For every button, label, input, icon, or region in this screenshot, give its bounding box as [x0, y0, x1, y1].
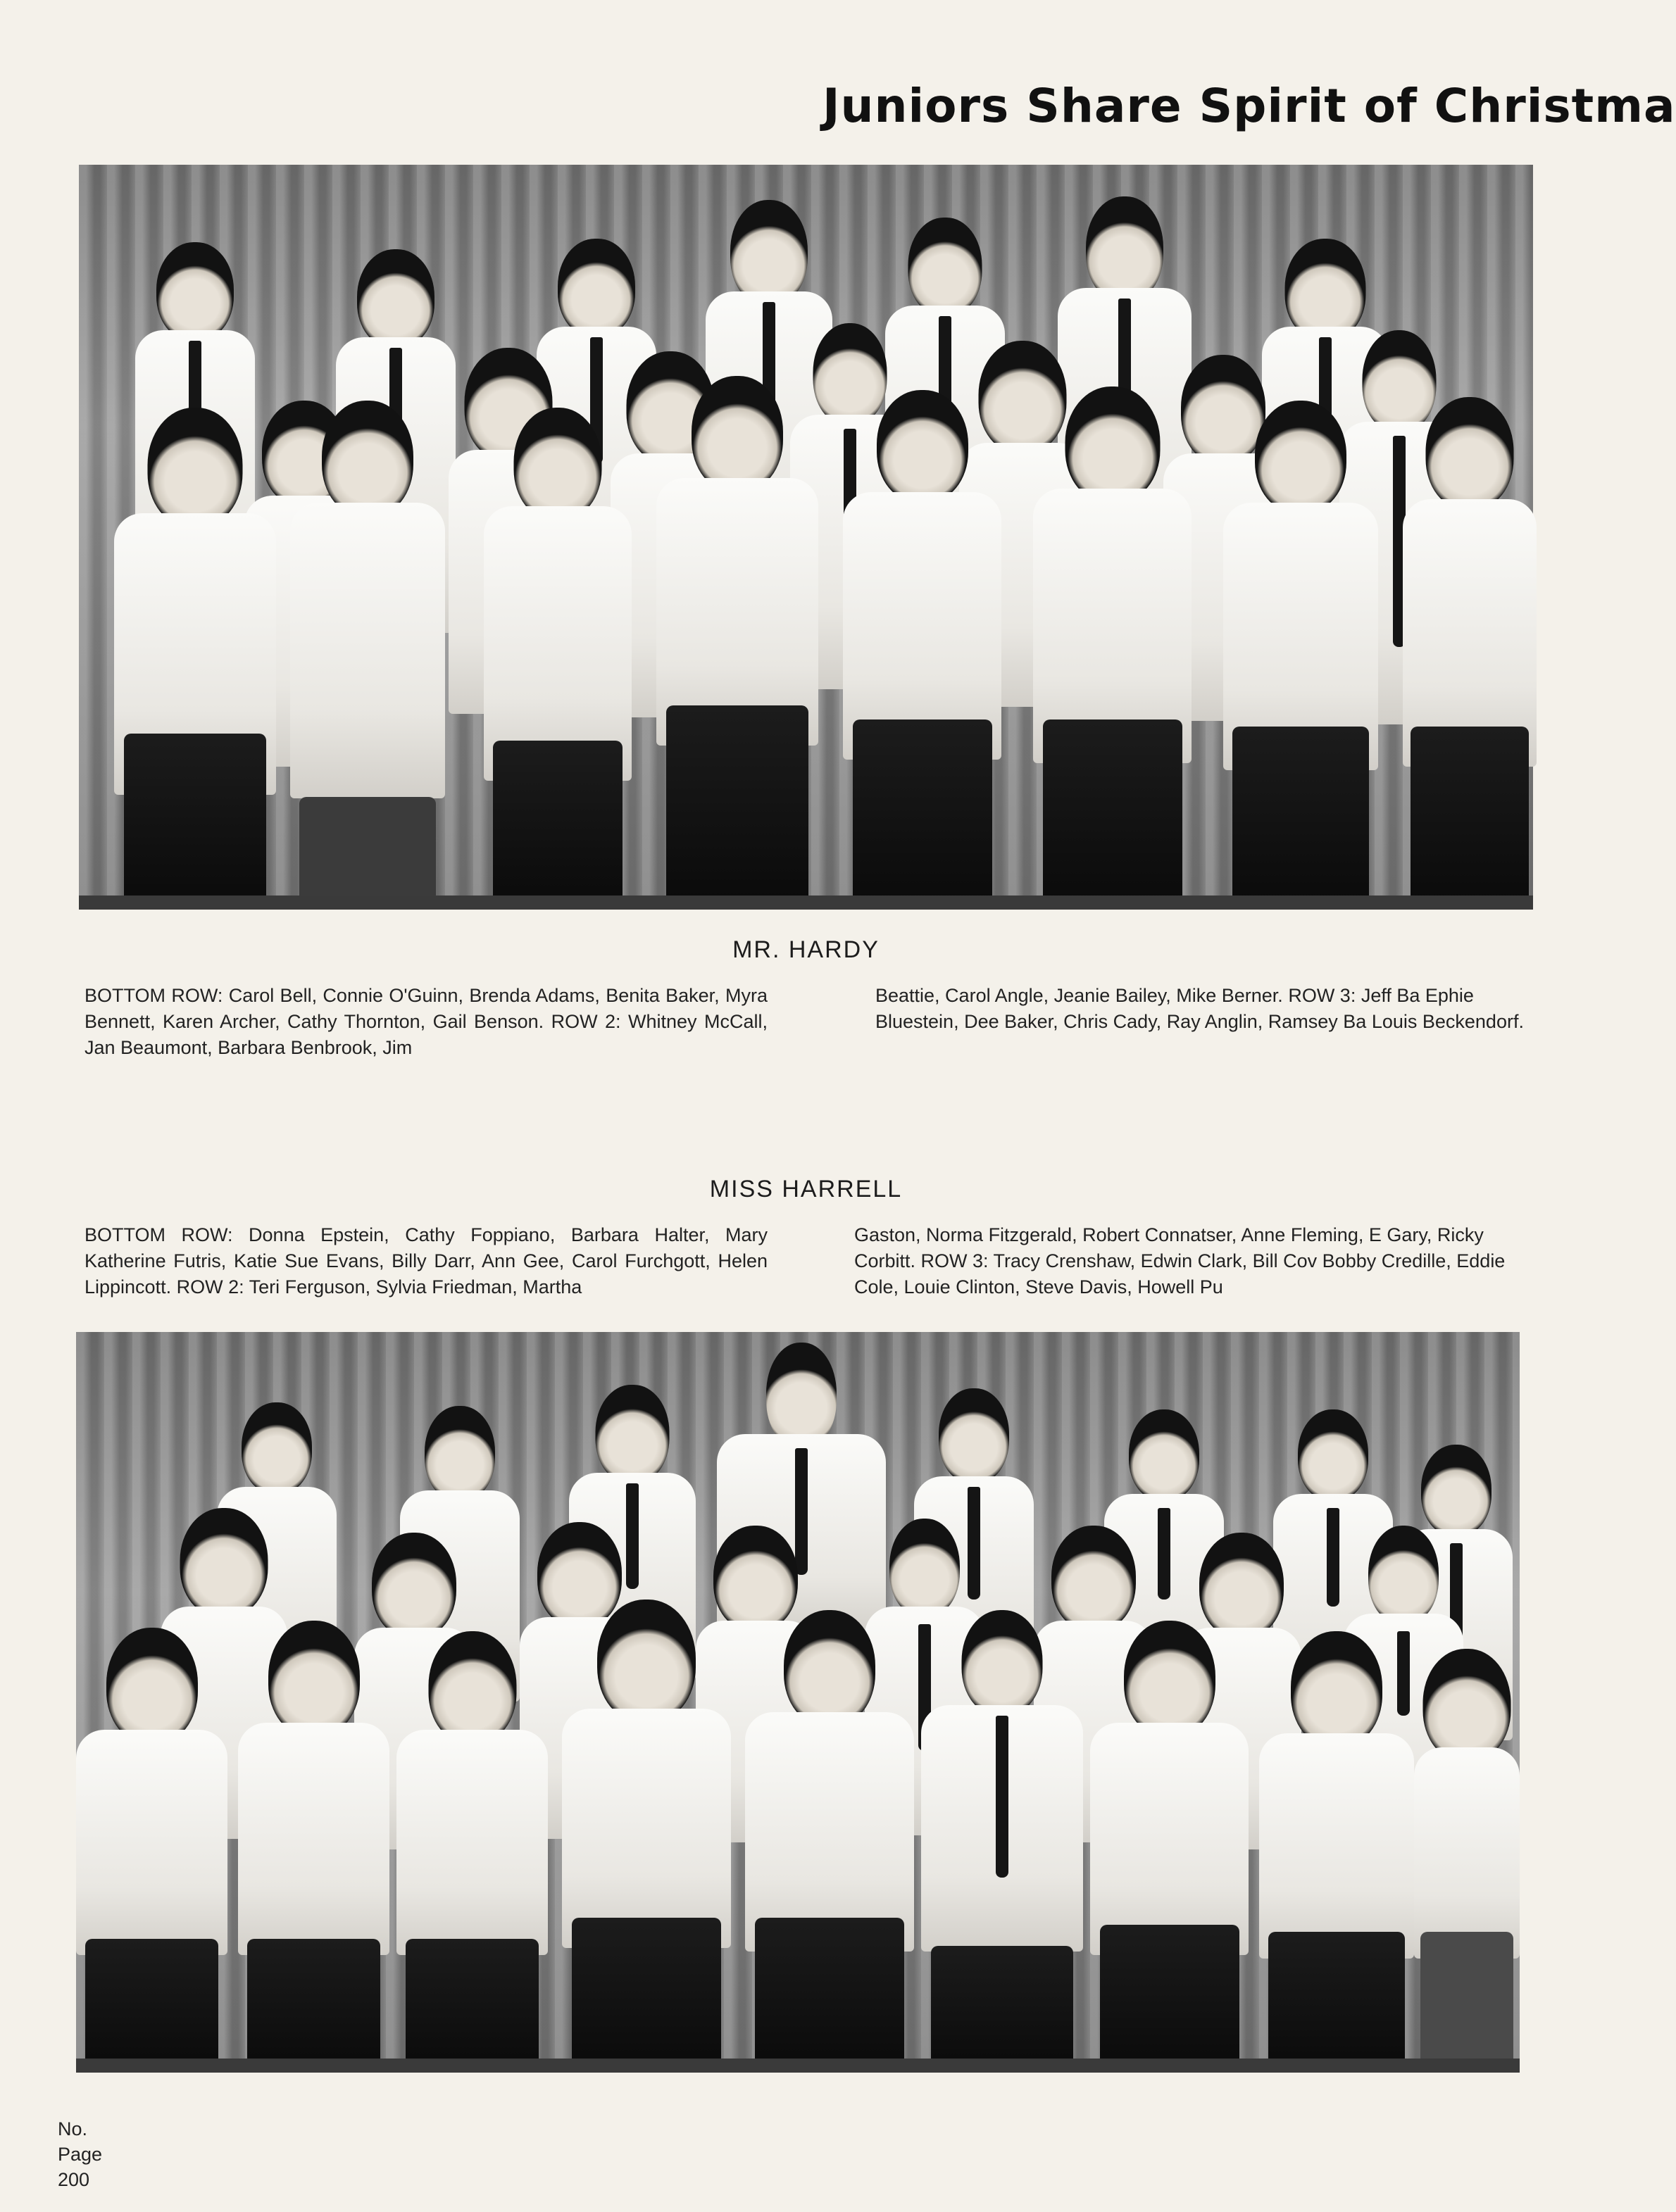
student-figure [1414, 1649, 1520, 2073]
caption-hardy-left: BOTTOM ROW: Carol Bell, Connie O'Guinn, Brenda Adams, Benita Baker, Myra Bennett, Karen Archer, Cathy Thornton, Gail Benson. ROW 2: Whitney McCall, Jan Beaumont, Barbara Benbrook, Jim [85, 985, 768, 1058]
page-folio [58, 2116, 102, 2192]
student-figure [1090, 1621, 1249, 2073]
student-figure [921, 1610, 1083, 2073]
photo-row-1 [79, 165, 1533, 910]
folio-page-number: 200 [58, 2169, 90, 2190]
student-figure [1403, 397, 1537, 910]
folio-page-label: Page [58, 2144, 103, 2165]
class-photo-harrell [76, 1332, 1520, 2073]
page-headline: Juniors Share Spirit of Christma [823, 79, 1676, 133]
student-figure [290, 401, 445, 910]
folio-no: No. [58, 2118, 88, 2139]
section-title-harrell: MISS HARRELL [709, 1176, 903, 1202]
photo-row-1 [76, 1332, 1520, 2073]
student-figure [745, 1610, 914, 2073]
student-figure [1259, 1631, 1414, 2073]
stage-floor [76, 2059, 1520, 2073]
student-figure [1223, 401, 1378, 910]
student-figure [1033, 387, 1192, 910]
student-figure [114, 408, 276, 910]
caption-harrell-left: BOTTOM ROW: Donna Epstein, Cathy Foppiano, Barbara Halter, Mary Katherine Futris, Katie Sue Evans, Billy Darr, Ann Gee, Carol Furchgott, Helen Lippincott. ROW 2: Teri Ferguson, Sylvia Friedman, Martha [85, 1224, 768, 1297]
student-figure [656, 376, 818, 910]
caption-harrell-right: Gaston, Norma Fitzgerald, Robert Connatser, Anne Fleming, E Gary, Ricky Corbitt. ROW 3: Tracy Crenshaw, Edwin Clark, Bill Cov Bobby Credille, Eddie Cole, Louie Clinton, Steve Davis, Howell Pu [854, 1224, 1506, 1297]
caption-hardy-right: Beattie, Carol Angle, Jeanie Bailey, Mike Berner. ROW 3: Jeff Ba Ephie Bluestein, Dee Baker, Chris Cady, Ray Anglin, Ramsey Ba Louis Beckendorf. [875, 985, 1524, 1032]
student-figure [843, 390, 1001, 910]
student-figure [484, 408, 632, 910]
stage-floor [79, 896, 1533, 910]
class-photo-hardy [79, 165, 1533, 910]
student-figure [76, 1628, 227, 2073]
student-figure [238, 1621, 389, 2073]
section-title-hardy: MR. HARDY [732, 936, 880, 963]
student-figure [562, 1600, 731, 2073]
student-figure [396, 1631, 548, 2073]
